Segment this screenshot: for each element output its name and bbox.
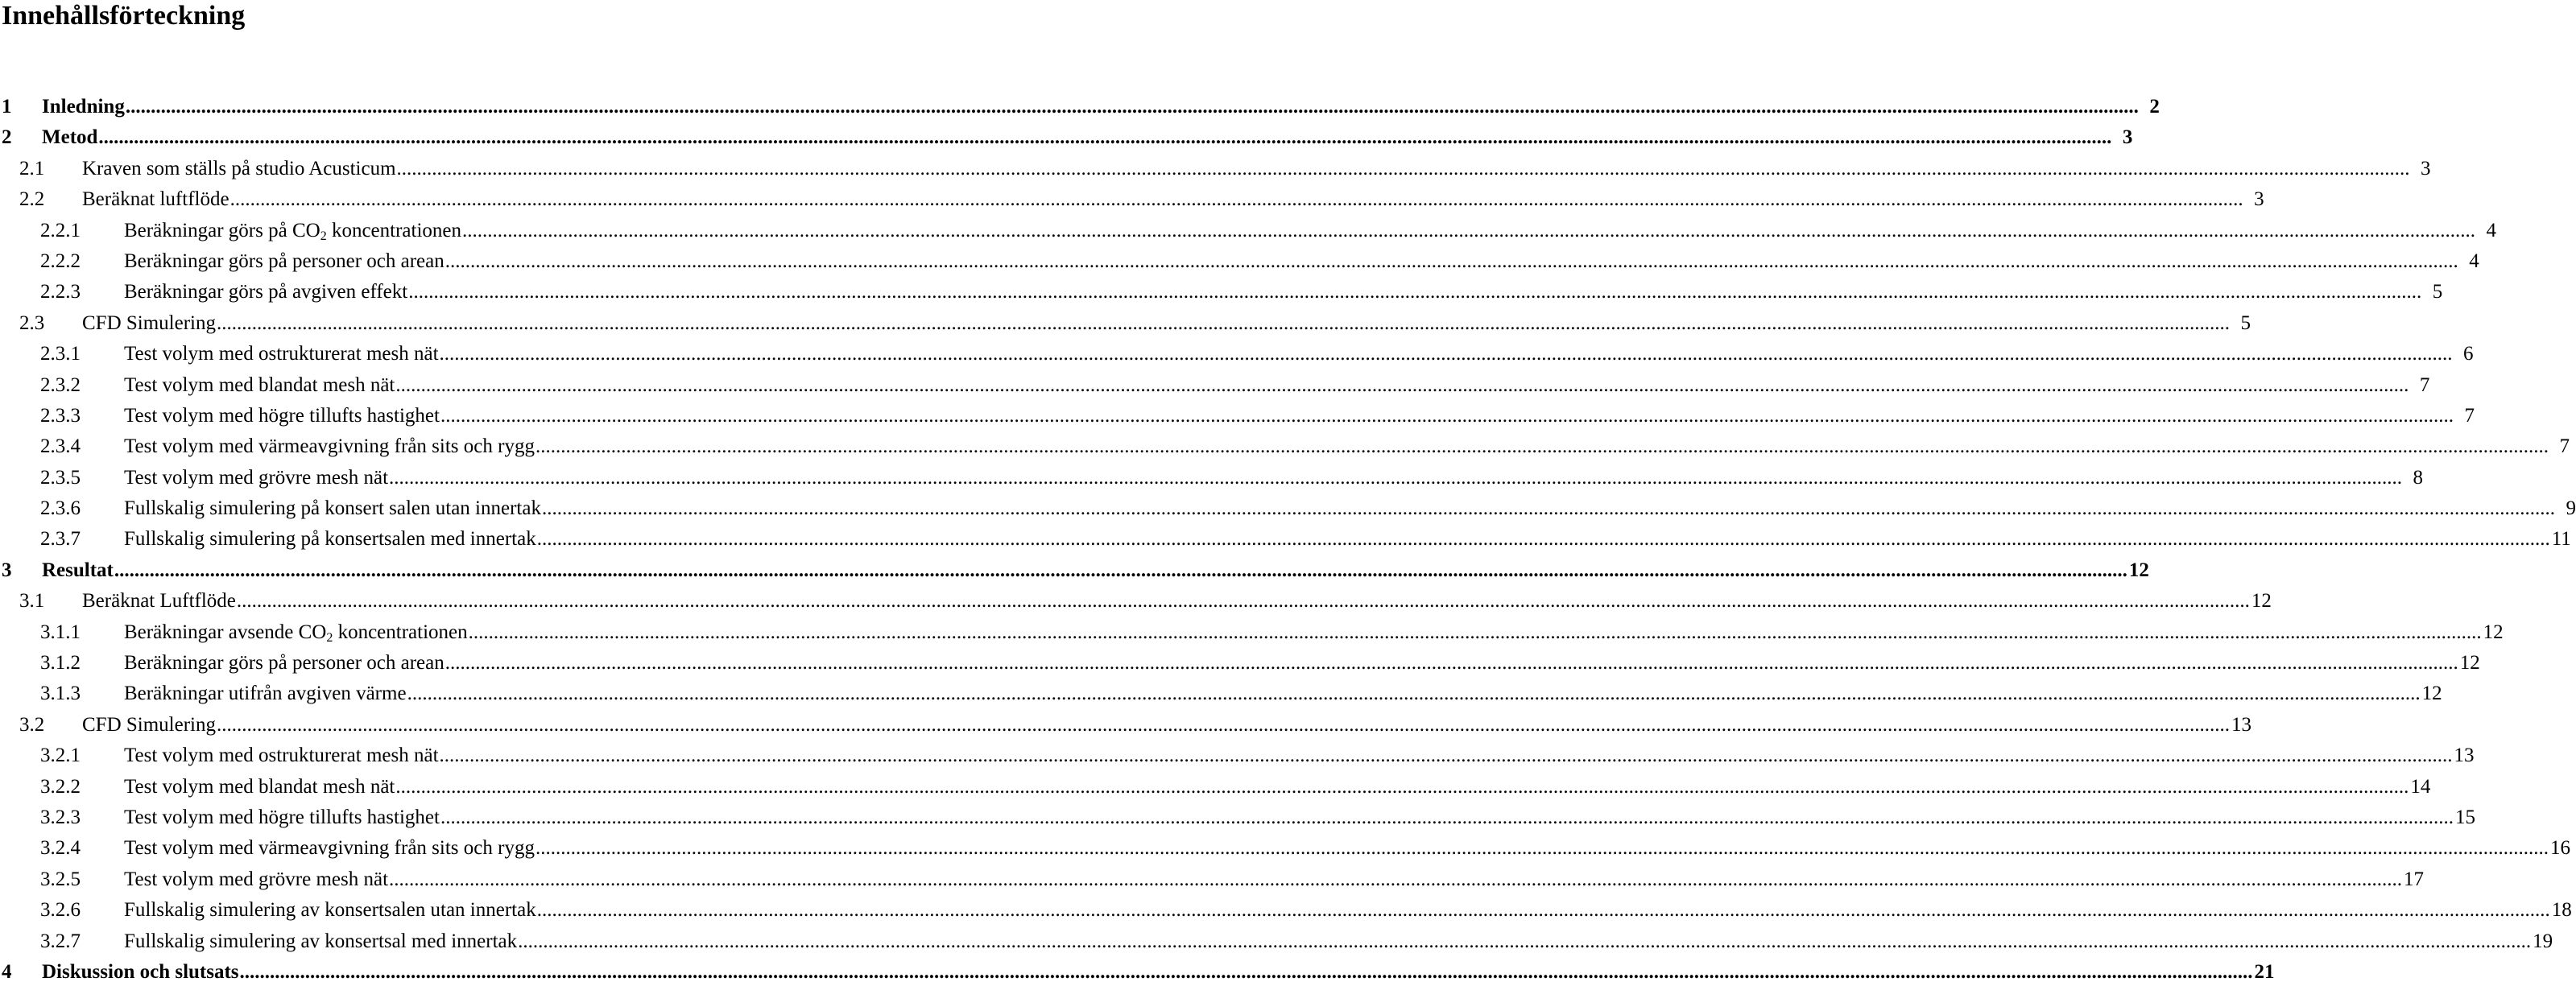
toc-entry[interactable]	[0, 893, 2572, 924]
toc-entry-page-number: 21	[2254, 960, 2275, 983]
toc-entry[interactable]	[0, 121, 2133, 151]
toc-entry-body	[124, 404, 2475, 428]
toc-entry[interactable]	[0, 863, 2425, 893]
toc-entry-title	[82, 157, 396, 181]
toc-entry[interactable]	[0, 646, 2480, 677]
toc-entry-title-text: Metod	[42, 126, 98, 149]
toc-dot-leader: ................................................................................................................................................................................................................................................................................................................................................................................................................	[395, 373, 2409, 396]
toc-entry-title-text: Fullskalig simulering på konsert salen utan innertak	[124, 497, 541, 520]
toc-entry[interactable]	[0, 584, 2272, 615]
toc-entry-number: 3	[2, 559, 12, 581]
toc-entry-number: 2.2.2	[40, 250, 81, 272]
toc-entry-body	[82, 713, 2251, 737]
toc-entry-number: 2.3.1	[40, 343, 81, 365]
toc-entry-body	[124, 466, 2424, 490]
toc-entry[interactable]	[0, 522, 2571, 553]
toc-entry-title	[124, 930, 517, 954]
toc-entry-number: 3.2.5	[40, 868, 81, 890]
toc-entry-body	[82, 311, 2251, 336]
toc-entry-title-text: Fullskalig simulering av konsertsal med innertak	[124, 930, 518, 952]
toc-entry[interactable]	[0, 152, 2431, 183]
toc-entry-page-number: 13	[2454, 745, 2475, 767]
toc-entry-page-number: 9	[2566, 497, 2576, 520]
toc-dot-leader: ................................................................................................................................................................................................................................................................................................................................................................................................................	[217, 713, 2230, 736]
toc-entry-title-text: Fullskalig simulering på konsertsalen med innertak	[124, 528, 536, 551]
toc-entry-number: 3.2.4	[40, 837, 81, 860]
toc-entry-body	[124, 219, 2497, 243]
toc-entry[interactable]	[0, 90, 2160, 121]
toc-entry-title	[82, 311, 216, 336]
toc-entry-number: 2.3	[19, 311, 45, 334]
toc-dot-leader: ................................................................................................................................................................................................................................................................................................................................................................................................................	[407, 683, 2421, 705]
toc-dot-leader: ................................................................................................................................................................................................................................................................................................................................................................................................................	[440, 404, 2454, 427]
toc-entry-title-text: Test volym med högre tillufts hastighet	[124, 806, 440, 828]
toc-dot-leader: ................................................................................................................................................................................................................................................................................................................................................................................................................	[468, 621, 2482, 643]
toc-entry-title-text: Beräkningar görs på personer och arean	[124, 250, 444, 272]
toc-entry-number: 2.1	[19, 157, 45, 179]
toc-entry-title	[42, 95, 125, 119]
toc-entry-page-number: 5	[2240, 311, 2251, 334]
toc-entry-page-number: 2	[2149, 96, 2160, 118]
toc-entry-body	[82, 157, 2431, 181]
toc-entry-page-number: 18	[2551, 899, 2572, 922]
toc-entry-page-number: 19	[2533, 930, 2553, 952]
toc-entry[interactable]	[0, 801, 2475, 831]
toc-entry-title-text: Diskussion och slutsats	[42, 960, 239, 983]
toc-entry[interactable]	[0, 770, 2431, 801]
toc-entry[interactable]	[0, 430, 2570, 460]
toc-entry-title-text: koncentrationen	[333, 621, 468, 643]
toc-entry-page-number: 12	[2483, 621, 2504, 643]
toc-entry-body	[124, 250, 2479, 274]
toc-entry-page-number: 7	[2419, 373, 2430, 396]
toc-entry-title-text: Test volym med blandat mesh nät	[124, 775, 395, 798]
toc-entry-body	[124, 868, 2425, 892]
toc-entry[interactable]	[0, 492, 2576, 522]
toc-entry-number: 3.2.3	[40, 806, 81, 828]
toc-entry-body	[124, 373, 2430, 398]
toc-entry-title-text: CFD Simulering	[82, 713, 216, 736]
toc-dot-leader: ................................................................................................................................................................................................................................................................................................................................................................................................................	[444, 250, 2458, 272]
toc-entry-title	[124, 250, 444, 274]
toc-dot-leader: ................................................................................................................................................................................................................................................................................................................................................................................................................	[440, 806, 2454, 828]
toc-entry[interactable]	[0, 369, 2430, 399]
toc-entry-title	[124, 527, 536, 551]
toc-entry-number: 2.2	[19, 188, 45, 211]
toc-entry-body	[124, 621, 2504, 645]
toc-entry-title-text: Test volym med värmeavgivning från sits och rygg	[124, 435, 535, 458]
toc-entry-title-text: Beräkningar görs på avgiven effekt	[124, 281, 408, 303]
toc-entry-title	[42, 559, 114, 583]
toc-entry-page-number: 17	[2404, 868, 2425, 890]
toc-dot-leader: ................................................................................................................................................................................................................................................................................................................................................................................................................	[535, 435, 2549, 458]
toc-entry-number: 3.1.3	[40, 683, 81, 705]
toc-entry-body	[124, 775, 2431, 799]
toc-entry-title	[124, 868, 388, 892]
toc-entry-title	[124, 898, 536, 922]
toc-entry-page-number: 11	[2551, 528, 2571, 551]
toc-entry-title-text: Beräknat luftflöde	[82, 188, 229, 211]
toc-entry-body	[82, 589, 2272, 613]
toc-entry-body	[124, 651, 2480, 675]
toc-entry-number: 2.3.3	[40, 404, 81, 427]
toc-entry-number: 2.2.3	[40, 281, 81, 303]
toc-dot-leader: ................................................................................................................................................................................................................................................................................................................................................................................................................	[541, 497, 2555, 520]
toc-dot-leader: ................................................................................................................................................................................................................................................................................................................................................................................................................	[236, 590, 2250, 613]
toc-entry-number: 2	[2, 126, 12, 149]
toc-entry-number: 3.1	[19, 590, 45, 613]
toc-entry-body	[124, 898, 2572, 922]
toc-entry-page-number: 7	[2559, 435, 2570, 458]
toc-dot-leader: ................................................................................................................................................................................................................................................................................................................................................................................................................	[518, 930, 2532, 952]
toc-entry-title-text: Test volym med värmeavgivning från sits och rygg	[124, 837, 535, 860]
toc-dot-leader: ................................................................................................................................................................................................................................................................................................................................................................................................................	[535, 837, 2549, 860]
toc-entry-number: 2.3.7	[40, 528, 81, 551]
toc-entry-number: 3.2	[19, 713, 45, 736]
toc-entry[interactable]	[0, 461, 2424, 492]
toc-entry-body	[42, 960, 2275, 984]
toc-dot-leader: ................................................................................................................................................................................................................................................................................................................................................................................................................	[444, 652, 2458, 675]
toc-entry[interactable]	[0, 337, 2474, 368]
toc-entry-title	[124, 775, 395, 799]
toc-entry-title	[124, 806, 440, 830]
toc-dot-leader: ................................................................................................................................................................................................................................................................................................................................................................................................................	[439, 745, 2453, 767]
toc-entry-page-number: 3	[2254, 188, 2264, 211]
toc-dot-leader: ................................................................................................................................................................................................................................................................................................................................................................................................................	[239, 960, 2253, 983]
toc-entry-title-subscript: 2	[326, 630, 333, 645]
toc-entry[interactable]	[0, 214, 2497, 245]
toc-entry[interactable]	[0, 616, 2504, 646]
toc-entry-page-number: 12	[2128, 559, 2149, 581]
toc-dot-leader: ................................................................................................................................................................................................................................................................................................................................................................................................................	[125, 96, 2139, 118]
toc-entry-title	[124, 651, 444, 675]
toc-entry-title-text: CFD Simulering	[82, 311, 216, 334]
toc-entry-body	[124, 930, 2553, 954]
toc-dot-leader: ................................................................................................................................................................................................................................................................................................................................................................................................................	[396, 157, 2410, 179]
toc-dot-leader: ................................................................................................................................................................................................................................................................................................................................................................................................................	[395, 775, 2409, 798]
toc-entry-body	[42, 126, 2133, 150]
toc-dot-leader: ................................................................................................................................................................................................................................................................................................................................................................................................................	[114, 559, 2127, 581]
toc-entry-title	[124, 404, 440, 428]
toc-entry-title	[124, 466, 388, 490]
toc-entry-title	[42, 960, 239, 984]
toc-entry-number: 1	[2, 96, 12, 118]
toc-entry-title	[124, 744, 439, 768]
toc-entry-title	[82, 188, 229, 212]
toc-entry-body	[124, 342, 2474, 366]
toc-entry-title	[82, 713, 216, 737]
toc-entry-title-text: Test volym med högre tillufts hastighet	[124, 404, 440, 427]
toc-entry[interactable]	[0, 307, 2251, 337]
toc-entry-body	[124, 836, 2570, 860]
toc-entry-page-number: 4	[2469, 250, 2479, 272]
toc-entry-title-text: Test volym med ostrukturerat mesh nät	[124, 343, 439, 365]
toc-entry-title-text: Test volym med blandat mesh nät	[124, 373, 395, 396]
toc-entry-body	[82, 188, 2264, 212]
toc-entry-page-number: 16	[2549, 837, 2570, 860]
toc-entry[interactable]	[0, 739, 2475, 769]
toc-entry-number: 4	[2, 960, 12, 983]
toc-entry-number: 3.2.1	[40, 745, 81, 767]
toc-entry-title-text: Beräkningar görs på CO	[124, 219, 320, 241]
toc-entry-body	[124, 527, 2571, 551]
toc-entry-title-text: Test volym med ostrukturerat mesh nät	[124, 745, 439, 767]
toc-entry-body	[42, 559, 2149, 583]
toc-entry[interactable]	[0, 708, 2251, 739]
toc-entry-page-number: 4	[2486, 219, 2497, 241]
toc-entry[interactable]	[0, 275, 2443, 306]
toc-dot-leader: ................................................................................................................................................................................................................................................................................................................................................................................................................	[536, 528, 2550, 551]
toc-entry-title-text: Test volym med grövre mesh nät	[124, 868, 389, 890]
toc-entry-title	[124, 497, 541, 521]
toc-entry-title-text: Beräkningar avsende CO	[124, 621, 327, 643]
toc-entry-title-subscript: 2	[320, 229, 327, 243]
toc-entry-number: 3.2.7	[40, 930, 81, 952]
toc-entry-number: 2.3.2	[40, 373, 81, 396]
toc-entry-body	[124, 744, 2475, 768]
toc-entry-number: 2.3.4	[40, 435, 81, 458]
toc-entry[interactable]	[0, 831, 2570, 862]
toc-entry[interactable]	[0, 554, 2149, 584]
toc-entry-page-number: 6	[2463, 343, 2474, 365]
toc-entry-number: 2.3.6	[40, 497, 81, 520]
toc-dot-leader: ................................................................................................................................................................................................................................................................................................................................................................................................................	[217, 311, 2230, 334]
toc-entry-title-text: Beräkningar görs på personer och arean	[124, 652, 444, 675]
toc-dot-leader: ................................................................................................................................................................................................................................................................................................................................................................................................................	[408, 281, 2422, 303]
toc-entry-page-number: 15	[2454, 806, 2475, 828]
toc-entry-title	[124, 682, 407, 706]
toc-entry-title-text: Kraven som ställs på studio Acusticum	[82, 157, 396, 179]
toc-entry-title	[124, 836, 535, 860]
toc-entry-body	[42, 95, 2160, 119]
toc-entry-title	[82, 589, 236, 613]
toc-entry-title-text: Beräkningar utifrån avgiven värme	[124, 683, 407, 705]
toc-dot-leader: ................................................................................................................................................................................................................................................................................................................................................................................................................	[389, 868, 2403, 890]
toc-entry-body	[124, 682, 2442, 706]
toc-entry-body	[124, 497, 2576, 521]
toc-entry-page-number: 12	[2459, 652, 2480, 675]
toc-entry-number: 2.2.1	[40, 219, 81, 241]
toc-entry-title-text: Test volym med grövre mesh nät	[124, 466, 389, 489]
toc-entry-title-text: koncentrationen	[326, 219, 462, 241]
toc-entry[interactable]	[0, 677, 2442, 708]
toc-entry-title	[124, 435, 535, 459]
toc-entry-title	[124, 342, 439, 366]
toc-dot-leader: ................................................................................................................................................................................................................................................................................................................................................................................................................	[229, 188, 2243, 211]
toc-dot-leader: ................................................................................................................................................................................................................................................................................................................................................................................................................	[462, 219, 2476, 241]
toc-entry-title-text: Fullskalig simulering av konsertsalen utan innertak	[124, 899, 536, 922]
toc-entry-title	[42, 126, 97, 150]
toc-entry-body	[124, 435, 2570, 459]
toc-entry-title-text: Beräknat Luftflöde	[82, 590, 236, 613]
toc-entry[interactable]	[0, 955, 2275, 986]
toc-entry-title	[124, 621, 468, 645]
toc-entry[interactable]	[0, 183, 2264, 213]
toc-entry-page-number: 3	[2421, 157, 2431, 179]
toc-entry-number: 3.1.1	[40, 621, 81, 643]
page-title: Innehållsförteckning	[2, 1, 246, 31]
toc-dot-leader: ................................................................................................................................................................................................................................................................................................................................................................................................................	[389, 466, 2403, 489]
toc-entry-page-number: 14	[2410, 775, 2431, 798]
toc-entry[interactable]	[0, 245, 2479, 275]
toc-entry-page-number: 12	[2251, 590, 2272, 613]
toc-entry-title	[124, 280, 407, 304]
toc-entry[interactable]	[0, 399, 2475, 430]
toc-entry-page-number: 5	[2432, 281, 2443, 303]
toc-dot-leader: ................................................................................................................................................................................................................................................................................................................................................................................................................	[98, 126, 2112, 149]
toc-dot-leader: ................................................................................................................................................................................................................................................................................................................................................................................................................	[439, 343, 2453, 365]
toc-entry-page-number: 8	[2413, 466, 2424, 489]
toc-entry-number: 3.2.6	[40, 899, 81, 922]
toc-entry-title	[124, 219, 461, 243]
toc-entry-number: 3.1.2	[40, 652, 81, 675]
toc-entry-page-number: 7	[2464, 404, 2475, 427]
toc-entry-body	[124, 280, 2443, 304]
toc-entry-page-number: 3	[2122, 126, 2133, 149]
toc-entry[interactable]	[0, 925, 2553, 955]
toc-entry-body	[124, 806, 2475, 830]
toc-entry-title-text: Resultat	[42, 559, 114, 581]
toc-entry-number: 3.2.2	[40, 775, 81, 798]
table-of-contents	[0, 90, 2576, 986]
toc-entry-page-number: 13	[2231, 713, 2251, 736]
toc-entry-title-text: Inledning	[42, 96, 125, 118]
toc-entry-number: 2.3.5	[40, 466, 81, 489]
toc-entry-page-number: 12	[2421, 683, 2442, 705]
toc-entry-title	[124, 373, 395, 398]
toc-dot-leader: ................................................................................................................................................................................................................................................................................................................................................................................................................	[536, 899, 2550, 922]
